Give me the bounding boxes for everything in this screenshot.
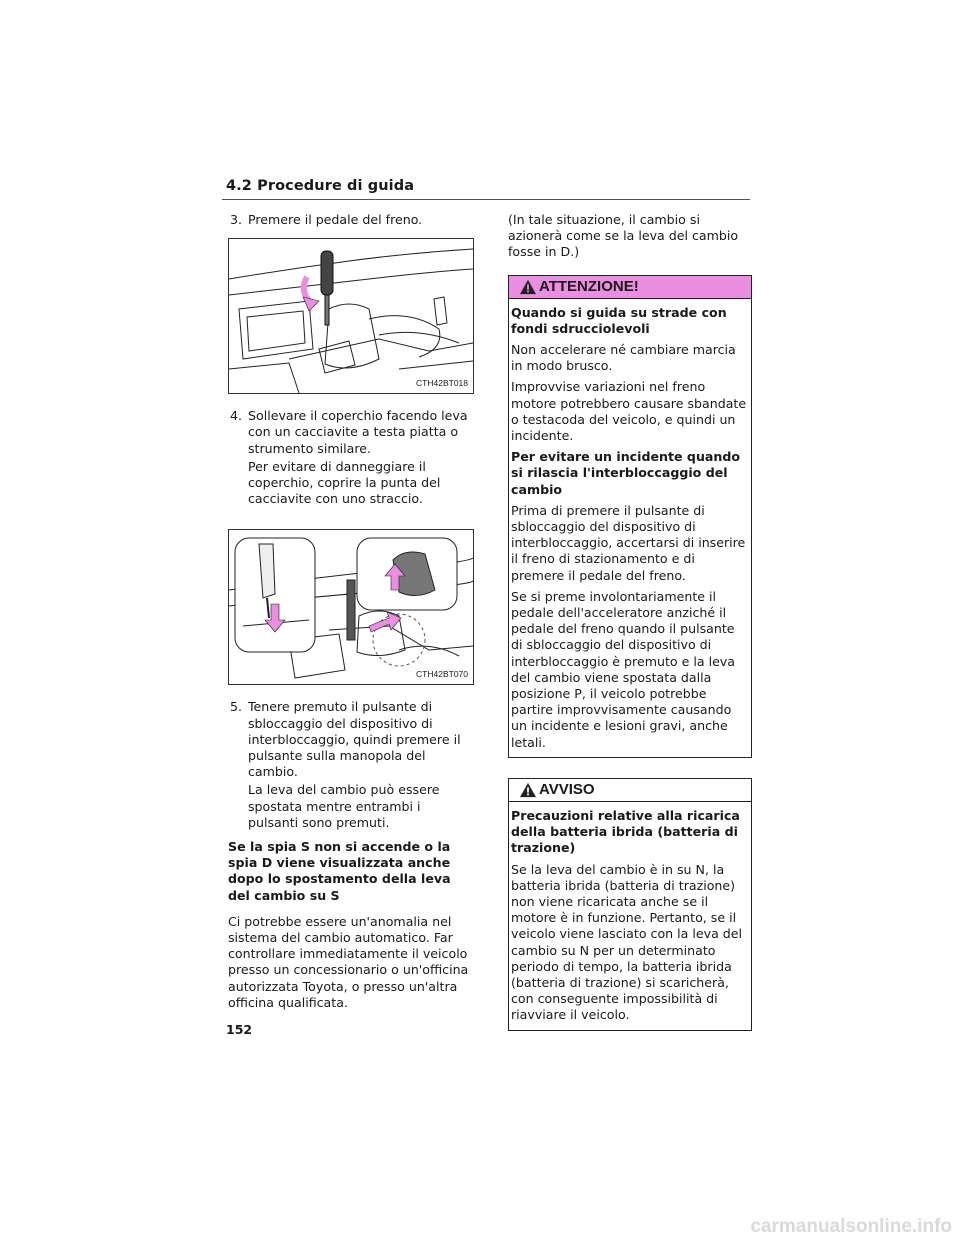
figure-code: CTH42BT070 [414,666,470,682]
avviso-heading: Precauzioni relative alla ricarica della batteria ibrida (batteria di trazione) [511,807,740,856]
paragraph-malfunction: Ci potrebbe essere un'anomalia nel sistema del cambio automatico. Far controllare immediatamente il veicolo presso un concessionario o un'officina autorizzata Toyota, o presso un'altra officina qualificata. [228,913,469,1010]
figure-release-button [228,529,474,685]
warning-icon [519,279,537,295]
avviso-title: AVVISO [539,780,595,798]
avviso-box [508,778,752,1031]
attenzione-body [509,299,751,757]
step-number: 4. [230,408,243,424]
figure-code: CTH42BT018 [414,375,470,391]
step-number: 5. [230,699,243,715]
step-text: Premere il pedale del freno. [248,212,423,227]
illustration-screwdriver-cover [229,239,473,393]
attenzione-header [509,276,751,299]
subheading-warning-light: Se la spia S non si accende o la spia D viene visualizzata anche dopo lo spostamento della leva del cambio su S [228,839,451,903]
attenzione-box [508,275,752,758]
attenzione-paragraph-3: Prima di premere il pulsante di sbloccaggio del dispositivo di interbloccaggio, accertarsi di inserire il freno di stazionamento e di premere il pedale del freno. [511,502,746,583]
step-text: Sollevare il coperchio facendo leva con un cacciavite a testa piatta o strumento similare. [248,408,468,456]
step-number: 3. [230,212,243,227]
warning-icon [519,782,537,798]
step-4 [228,408,472,457]
attenzione-paragraph-2: Improvvise variazioni nel freno motore potrebbero causare sbandate o testacoda del veicolo, e quindi un incidente. [511,379,747,444]
right-column [508,212,752,1051]
left-column [228,212,472,1017]
illustration-interlock-release [229,530,473,684]
step-text: Tenere premuto il pulsante di sbloccaggio del dispositivo di interbloccaggio, quindi premere il pulsante sulla manopola del cambio. [248,699,461,780]
attenzione-heading-1: Quando si guida su strade con fondi sdrucciolevoli [511,304,727,336]
step-3 [228,212,472,228]
step-4-note: Per evitare di danneggiare il coperchio, coprire la punta del cacciavite con uno straccio. [248,458,441,507]
section-title: 4.2 Procedure di guida [226,178,415,194]
avviso-paragraph: Se la leva del cambio è in su N, la batteria ibrida (batteria di trazione) non viene ricaricata anche se il motore è in funzione. Pertanto, se il veicolo viene lasciato con la leva del cambio su N per un determinato periodo di tempo, la batteria ibrida (batteria di trazione) si scaricherà, con conseguente impossibilità di riavviare il veicolo. [511,861,743,1023]
attenzione-paragraph-4: Se si preme involontariamente il pedale dell'acceleratore anziché il pedale del freno quando il pulsante di sbloccaggio del dispositivo di interbloccaggio è premuto e la leva del cambio viene spostata dalla posizione P, il veicolo potrebbe partire improvvisamente causando un incidente e lesioni gravi, anche letali. [511,588,735,750]
attenzione-title: ATTENZIONE! [539,277,639,295]
step-5 [228,699,472,780]
intro-note: (In tale situazione, il cambio si azionerà come se la leva del cambio fosse in D.) [508,212,739,260]
attenzione-paragraph-1: Non accelerare né cambiare marcia in modo brusco. [511,342,736,374]
watermark: carmanualsonline.info [750,1216,952,1237]
figure-press-brake [228,238,474,394]
page-number: 152 [226,1022,253,1037]
section-divider [222,199,750,200]
avviso-body [509,802,751,1030]
step-5-note: La leva del cambio può essere spostata mentre entrambi i pulsanti sono premuti. [248,782,440,830]
attenzione-heading-2: Per evitare un incidente quando si rilascia l'interbloccaggio del cambio [511,449,741,497]
avviso-header [509,779,751,802]
